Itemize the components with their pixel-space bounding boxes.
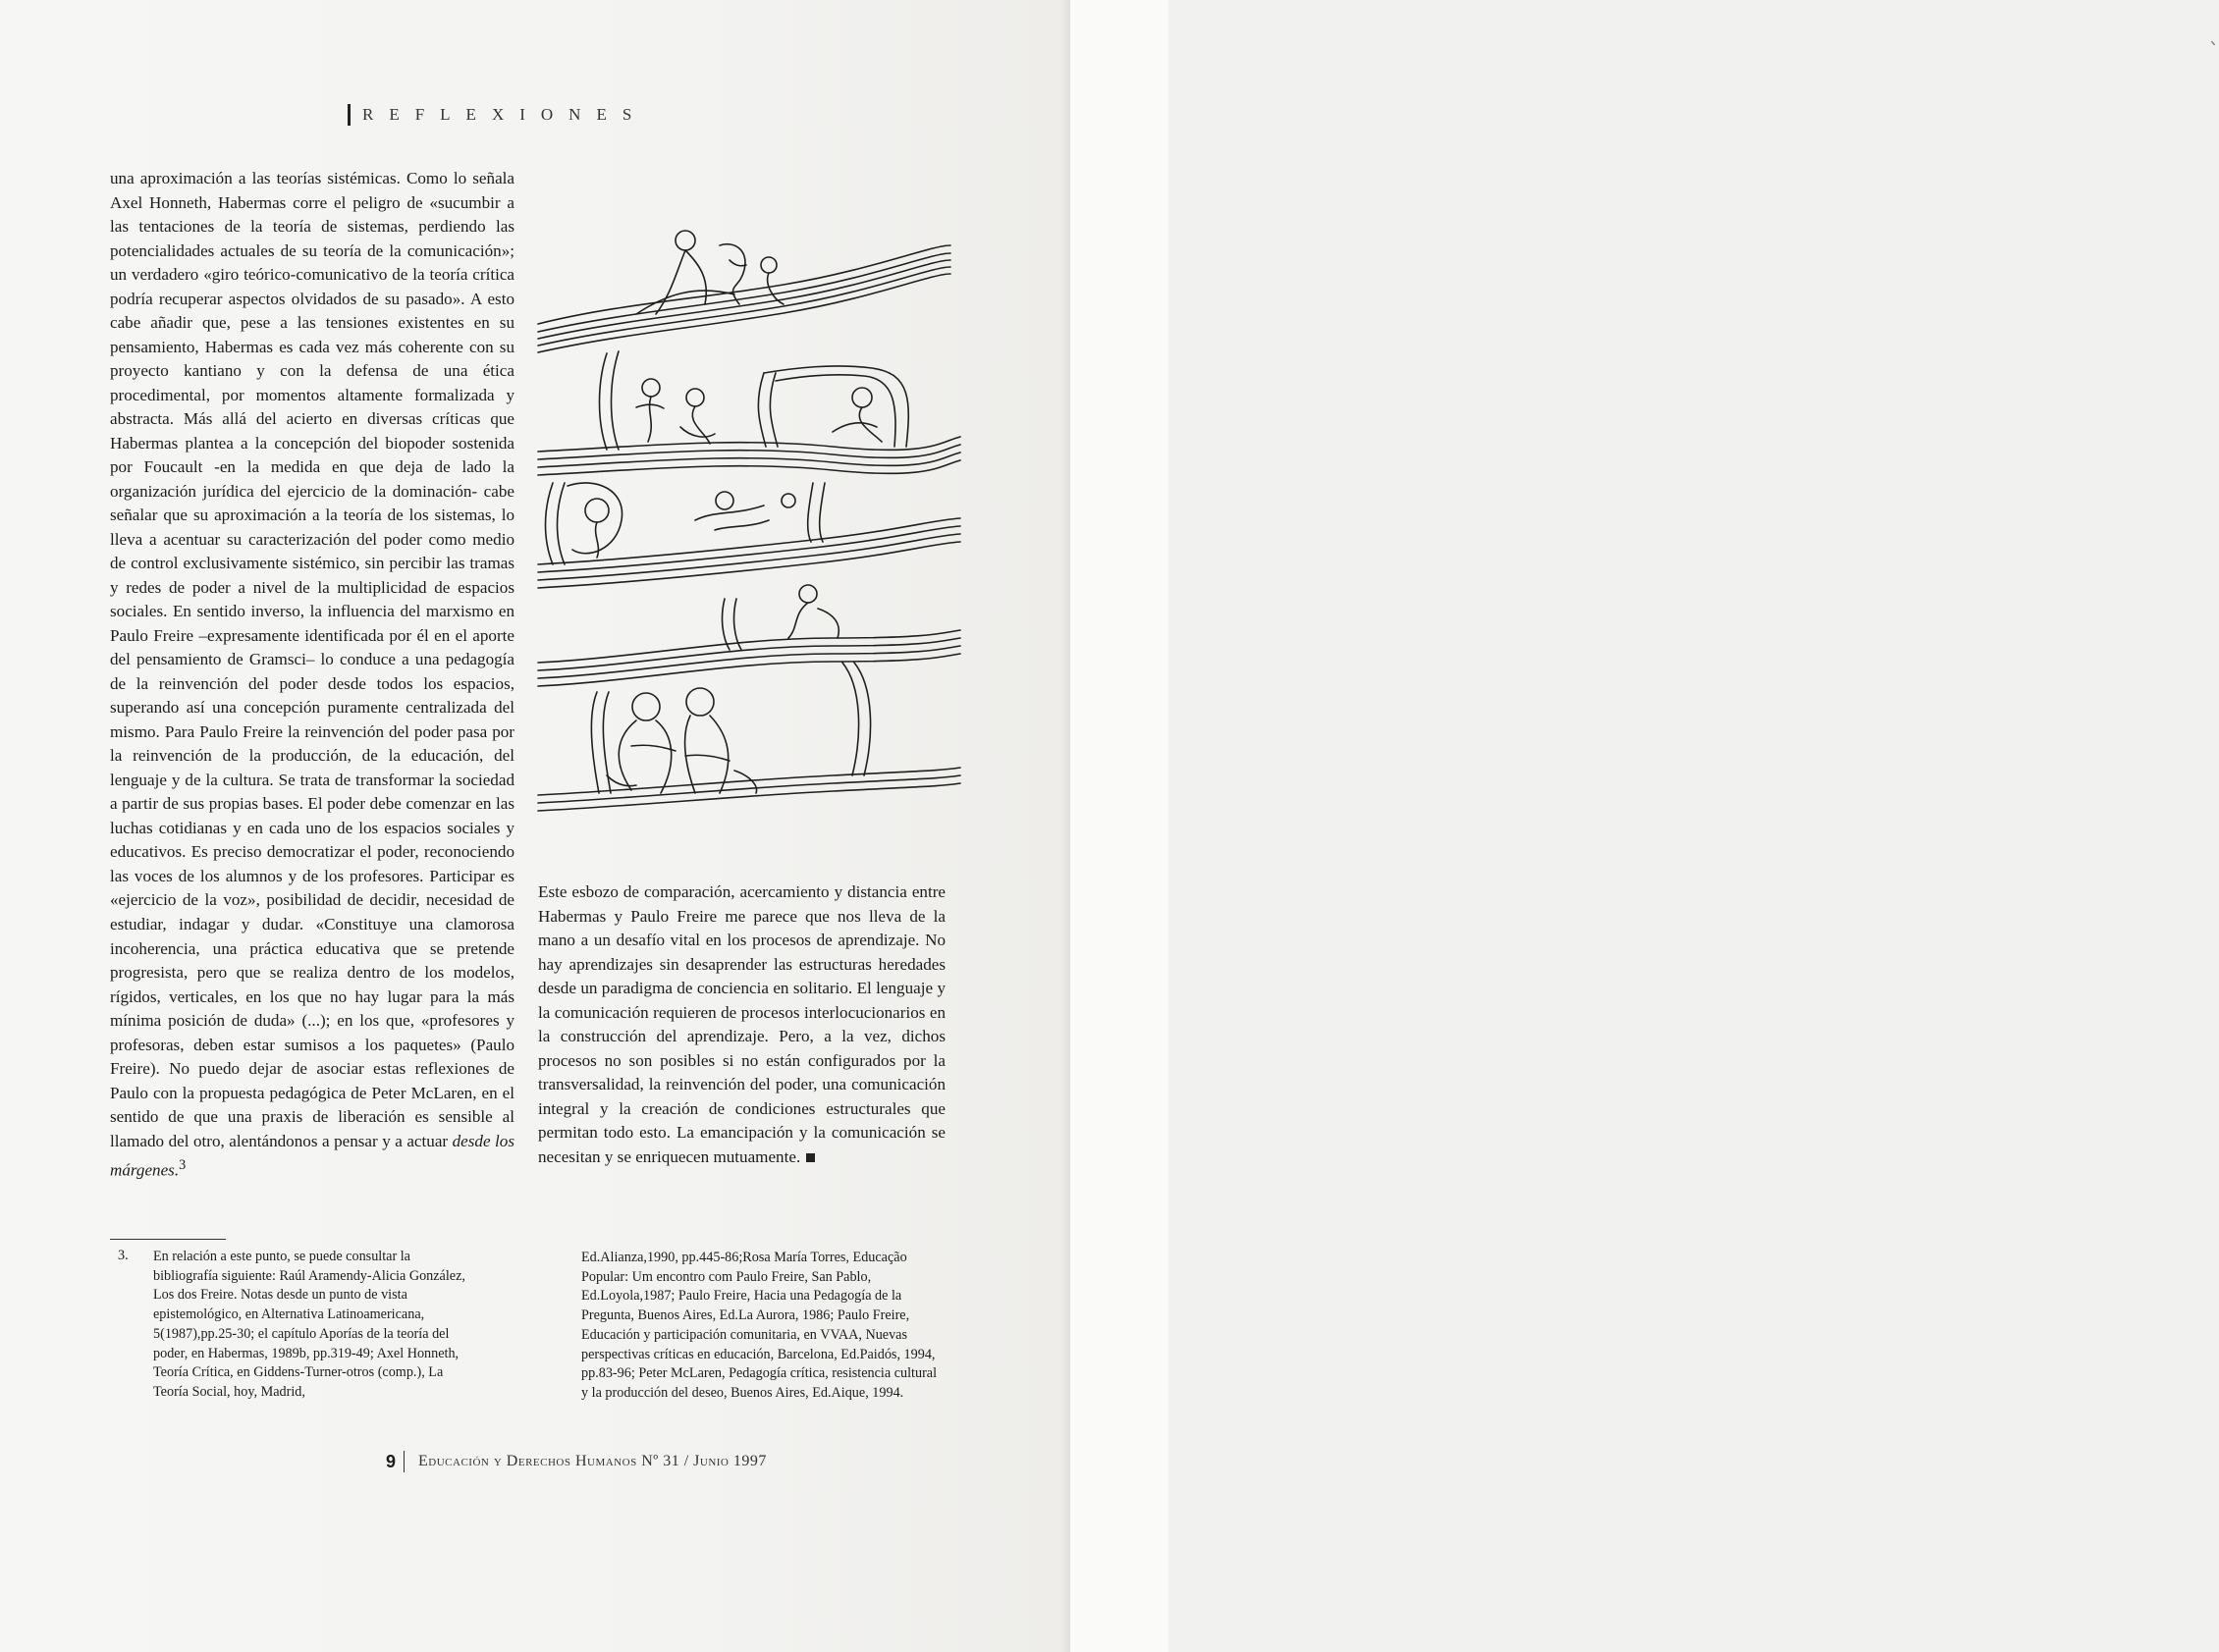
band-4 [538, 630, 960, 686]
band-1 [538, 245, 950, 352]
figure-group-third [568, 483, 795, 558]
footnote-text-right: Ed.Alianza,1990, pp.445-86;Rosa María Torres, Educação Popular: Um encontro com Paulo Freire, San Pablo, Ed.Loyola,1987; Paulo Freire, Hacia una Pedagogía de la Pregunta, Buenos Aires, Ed.La Aurora, 1986; Paulo Freire, Educación y participación comunitaria, en VVAA, Nuevas perspectivas críticas en educación, Barcelona, Ed.Paidós, 1994, pp.83-96; Peter McLaren, Pedagogía crítica, resistencia cultural y la producción del deseo, Buenos Aires, Ed.Aique, 1994. [581, 1250, 938, 1401]
right-column-paragraph [538, 880, 946, 1169]
footnote-right [581, 1249, 945, 1404]
footer-rule [404, 1451, 405, 1472]
left-column [110, 167, 514, 1183]
journal-info: Educación y Derechos Humanos Nº 31 / Junio 1997 [418, 1453, 767, 1469]
figure-group-fourth [788, 585, 839, 638]
header-rule [348, 104, 351, 126]
scan-margin [1070, 0, 2219, 1652]
band-5 [538, 768, 960, 811]
band-2 [538, 437, 960, 475]
left-column-paragraph [110, 167, 514, 1183]
end-of-article-mark [806, 1153, 815, 1162]
footnote-left [118, 1248, 466, 1403]
footnote-number: 3. [118, 1248, 129, 1263]
page-edge-shadow [1060, 0, 1070, 1652]
illustration [538, 226, 960, 825]
section-title: REFLEXIONES [362, 105, 648, 124]
left-column-text: una aproximación a las teorías sistémicas. Como lo señala Axel Honneth, Habermas corre el peligro de «sucumbir a las tentaciones de la teoría de sistemas, perdiendo las potencialidades actuales de su teoría de la comunicación»; un verdadero «giro teórico-comunicativo de la teoría crítica podría recuperar aspectos olvidados de su pasado». A esto cabe añadir que, pese a las tensiones existentes en su pensamiento, Habermas es cada vez más coherente con su proyecto kantiano y con la defensa de una ética procedimental, por momentos altamente formalizada y abstracta. Más allá del acierto en diversas críticas que Habermas plantea a la concepción del biopoder sostenida por Foucault -en la medida en que deja de lado la organización jurídica del ejercicio de la dominación- cabe señalar que su aproximación a la teoría de los sistemas, lo lleva a acentuar su caracterización del poder como medio de control exclusivamente sistémico, sin percibir las tramas y redes de poder a nivel de la multiplicidad de espacios sociales. En sentido inverso, la influencia del marxismo en Paulo Freire –expresamente identificada por él en el aporte del pensamiento de Gramsci– lo conduce a una pedagogía de la reinvención del poder desde todos los espacios, superando así una concepción puramente centralizada del mismo. Para Paulo Freire la reinvención del poder pasa por la reinvención de la producción, de la educación, del lenguaje y de la cultura. Se trata de transformar la sociedad a partir de sus propias bases. El poder debe comenzar en las luchas cotidianas y en cada uno de los espacios sociales y educativos. Es preciso democratizar el poder, reconociendo las voces de los alumnos y de los profesores. Participar es «ejercicio de la voz», posibilidad de decidir, necesidad de estudiar, indagar y dudar. «Constituye una clamorosa incoherencia, una práctica educativa que se pretende progresista, pero que se realiza dentro de los modelos, rígidos, verticales, en los que no hay lugar para la más mínima posición de duda» (...); en los que, «profesores y profesoras, deben estar sumisos a los paquetes» (Paulo Freire). No puedo dejar de asociar estas reflexiones de Paulo con la propuesta pedagógica de Peter McLaren, en el sentido de que una praxis de liberación es sensible al llamado del otro, alentándonos a pensar y a actuar [110, 169, 514, 1150]
right-column [538, 880, 946, 1169]
figure-group-bottom [607, 688, 757, 793]
emphasis-text: desde los márgenes. [110, 1131, 514, 1180]
page-number: 9 [386, 1451, 397, 1471]
figure-group-top [636, 231, 784, 314]
right-column-text: Este esbozo de comparación, acercamiento y distancia entre Habermas y Paulo Freire me parece que nos lleva de la mano a un desafío vital en los procesos de aprendizaje. No hay aprendizajes sin desaprender las estructuras heredades desde un paradigma de conciencia en solitario. El lenguaje y la comunicación requieren de procesos interlocucionarios en la construcción del aprendizaje. Pero, a la vez, dichos procesos no son posibles si no están configurados por la transversalidad, la reinvención del poder, una comunicación integral y la creación de condiciones estructurales que permitan todo esto. La emancipación y la comunicación se necesitan y se enriquecen mutuamente. [538, 882, 946, 1166]
scan-speck: ˎ [2209, 22, 2219, 45]
footnote-rule [110, 1239, 226, 1240]
section-header [348, 101, 647, 129]
footnote-ref: 3 [179, 1157, 187, 1174]
footnote-text-left: En relación a este punto, se puede consultar la bibliografía siguiente: Raúl Aramendy-Alicia González, Los dos Freire. Notas desde un punto de vista epistemológico, en Alternativa Latinoamericana, 5(1987),pp.25-30; el capítulo Aporías de la teoría del poder, en Habermas, 1989b, pp.319-49; Axel Honneth, Teoría Crítica, en Giddens-Turner-otros (comp.), La Teoría Social, hoy, Madrid, [153, 1249, 465, 1400]
band-3 [538, 518, 960, 588]
page-footer [386, 1451, 767, 1472]
